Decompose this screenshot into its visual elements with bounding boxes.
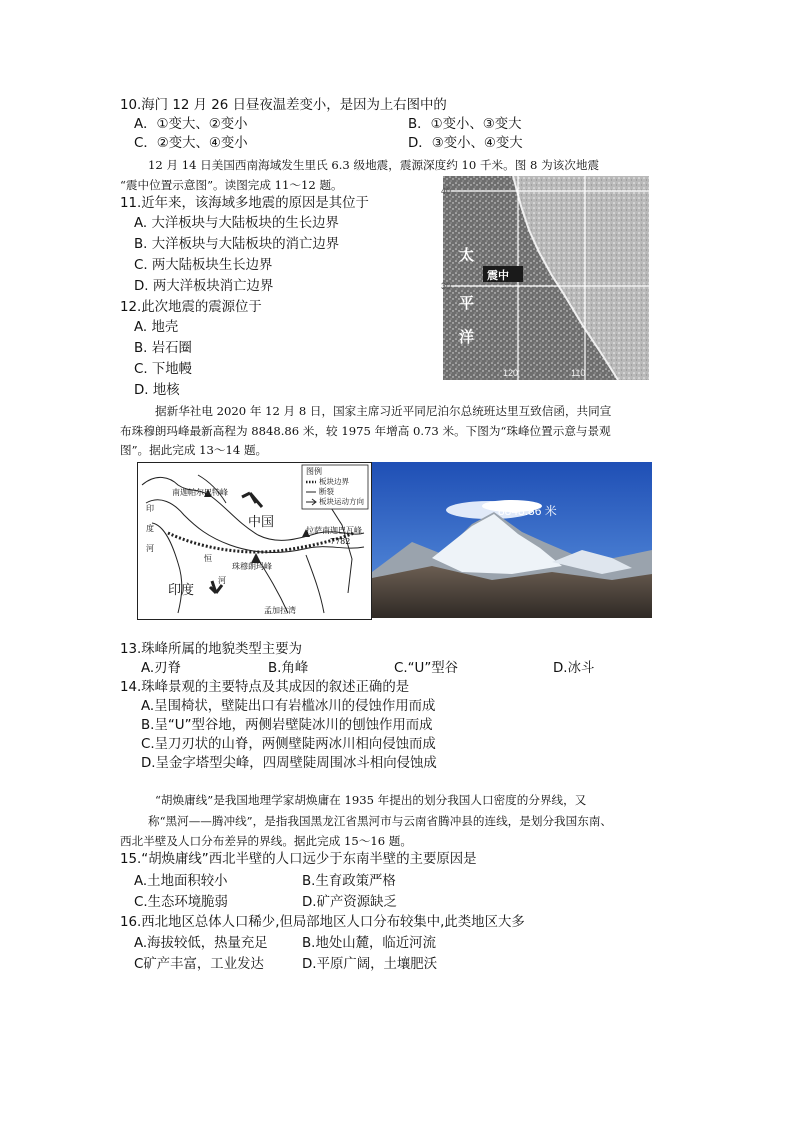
q16-stem: 16.西北地区总体人口稀少,但局部地区人口分布较集中,此类地区大多 bbox=[120, 915, 525, 930]
q16-option-b: B.地处山麓，临近河流 bbox=[302, 936, 436, 951]
q11-option-a: A. 大洋板块与大陆板块的生长边界 bbox=[134, 216, 339, 231]
intro-15-16-line3: 西北半壁及人口分布差异的界线。据此完成 15～16 题。 bbox=[120, 834, 412, 848]
q10-option-d: D．③变小、④变大 bbox=[408, 136, 523, 151]
intro-11-12-line1: 12 月 14 日美国西南海域发生里氏 6.3 级地震，震源深度约 10 千米。图 8 为该次地震 bbox=[148, 158, 600, 172]
q13-stem: 13.珠峰所属的地貌类型主要为 bbox=[120, 642, 302, 657]
lon-tick-right: 110 bbox=[571, 368, 586, 378]
everest-location-map bbox=[137, 462, 372, 620]
q12-stem: 12.此次地震的震源位于 bbox=[120, 300, 262, 315]
legend-fault: 断裂 bbox=[319, 487, 334, 496]
intro-13-14-line2: 布珠穆朗玛峰最新高程为 8848.86 米，较 1975 年增高 0.73 米。下图为“珠峰位置示意与景观 bbox=[120, 424, 611, 438]
q10-option-b: B．①变小、③变大 bbox=[408, 117, 522, 132]
everest-landscape-image bbox=[372, 462, 652, 618]
q11-option-c: C. 两大陆板块生长边界 bbox=[134, 258, 273, 273]
label-indus-he: 河 bbox=[146, 544, 154, 553]
label-indus-yin: 印 bbox=[146, 504, 154, 513]
q16-option-a: A.海拔较低，热量充足 bbox=[134, 936, 268, 951]
q11-stem: 11.近年来，该海域多地震的原因是其位于 bbox=[120, 196, 369, 211]
q10-option-a: A．①变大、②变小 bbox=[134, 117, 248, 132]
q12-option-b: B. 岩石圈 bbox=[134, 341, 192, 356]
q13-option-d: D.冰斗 bbox=[553, 661, 595, 676]
intro-13-14-line1: 据新华社电 2020 年 12 月 8 日，国家主席习近平同尼泊尔总统班达里互致信函，共同宣 bbox=[155, 404, 612, 418]
ocean-label-yang: 洋 bbox=[459, 328, 475, 346]
q11-option-b: B. 大洋板块与大陆板块的消亡边界 bbox=[134, 237, 340, 252]
q13-option-b: B.角峰 bbox=[268, 661, 309, 676]
intro-11-12-line2: “震中位置示意图”。读图完成 11～12 题。 bbox=[120, 178, 343, 192]
q12-option-a: A. 地壳 bbox=[134, 320, 179, 335]
satellite-map-image bbox=[443, 176, 649, 380]
intro-15-16-line1: “胡焕庸线”是我国地理学家胡焕庸在 1935 年提出的划分我国人口密度的分界线，又 bbox=[155, 793, 587, 807]
legend-plate-boundary: 板块边界 bbox=[319, 477, 349, 486]
q10-option-c: C．②变大、④变小 bbox=[134, 136, 248, 151]
q12-option-c: C. 下地幔 bbox=[134, 362, 193, 377]
ocean-label-tai: 太 bbox=[459, 246, 475, 264]
q15-option-a: A.土地面积较小 bbox=[134, 874, 228, 889]
epicenter-label: 震中 bbox=[487, 269, 509, 282]
ocean-label-ping: 平 bbox=[459, 294, 475, 312]
label-ganges-he: 河 bbox=[218, 576, 226, 585]
label-lhasa: 拉萨 bbox=[306, 526, 322, 535]
q14-option-b: B.呈“U”型谷地，两侧岩壁陡冰川的刨蚀作用而成 bbox=[141, 718, 433, 733]
q15-option-d: D.矿产资源缺乏 bbox=[302, 895, 397, 910]
legend-title: 图例 bbox=[306, 467, 322, 476]
label-everest: 珠穆朗玛峰 bbox=[232, 562, 272, 571]
q16-option-c: C矿产丰富，工业发达 bbox=[134, 957, 264, 972]
q10-stem: 10.海门 12 月 26 日昼夜温差变小，是因为上右图中的 bbox=[120, 98, 447, 113]
q14-stem: 14.珠峰景观的主要特点及其成因的叙述正确的是 bbox=[120, 680, 410, 695]
label-nanga-parbat: 南迦帕尔巴特峰 bbox=[172, 488, 228, 497]
label-namcha-barwa: 南迦巴瓦峰 bbox=[322, 526, 362, 535]
q14-option-c: C.呈刀刃状的山脊，两侧壁陡两冰川相向侵蚀而成 bbox=[141, 737, 436, 752]
lon-tick-left: 120 bbox=[503, 368, 519, 378]
figure-8-epicenter-map bbox=[443, 176, 649, 380]
label-china: 中国 bbox=[248, 515, 275, 530]
q16-option-d: D.平原广阔，土壤肥沃 bbox=[302, 957, 438, 972]
everest-height-label: 8848.86 米 bbox=[498, 504, 557, 518]
label-india: 印度 bbox=[168, 583, 195, 598]
intro-13-14-line3: 图”。据此完成 13～14 题。 bbox=[120, 443, 268, 457]
q11-option-d: D. 两大洋板块消亡边界 bbox=[134, 279, 274, 294]
q15-option-c: C.生态环境脆弱 bbox=[134, 895, 228, 910]
lat-tick-top: 40 bbox=[441, 186, 452, 196]
q12-option-d: D. 地核 bbox=[134, 383, 180, 398]
label-bay-of-bengal: 孟加拉湾 bbox=[264, 606, 296, 615]
intro-15-16-line2: 称“黑河——腾冲线”，是指我国黑龙江省黑河市与云南省腾冲县的连线，是划分我国东南、 bbox=[148, 814, 613, 828]
legend-plate-motion: 板块运动方向 bbox=[319, 497, 364, 506]
label-indus-du: 度 bbox=[146, 524, 154, 533]
label-height-east: 7782 bbox=[330, 537, 351, 546]
q15-option-b: B.生育政策严格 bbox=[302, 874, 396, 889]
label-ganges-heng: 恒 bbox=[204, 554, 212, 563]
everest-photo bbox=[372, 462, 652, 618]
q13-option-c: C.“U”型谷 bbox=[394, 661, 459, 676]
lat-tick-mid: 30 bbox=[441, 281, 452, 291]
q15-stem: 15.“胡焕庸线”西北半壁的人口远少于东南半壁的主要原因是 bbox=[120, 852, 477, 867]
q14-option-d: D.呈金字塔型尖峰，四周壁陡周围冰斗相向侵蚀成 bbox=[141, 756, 437, 771]
q13-option-a: A.刃脊 bbox=[141, 661, 181, 676]
q14-option-a: A.呈围椅状，壁陡出口有岩槛冰川的侵蚀作用而成 bbox=[141, 699, 436, 714]
